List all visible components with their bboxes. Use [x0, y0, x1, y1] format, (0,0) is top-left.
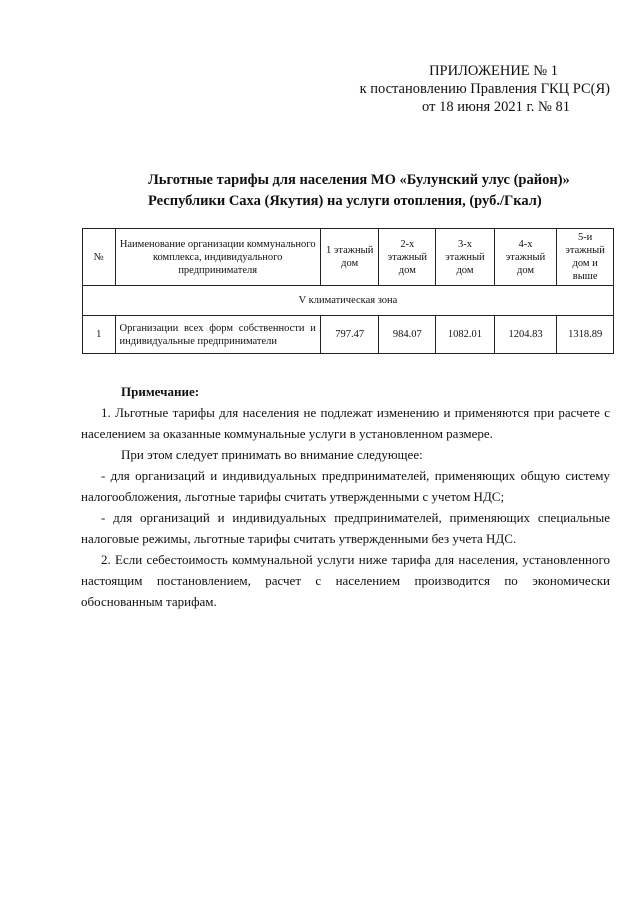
- column-header-5-floor: 5-и этажный дом и выше: [557, 229, 614, 286]
- column-header-number: №: [83, 229, 116, 286]
- table-body: [83, 286, 614, 354]
- column-header-organization: Наименование организации коммунального комплекса, индивидуального предпринимателя: [115, 229, 320, 286]
- tariffs-table: [82, 228, 614, 354]
- note-paragraph-5: 2. Если себестоимость коммунальной услуги ниже тарифа для населения, установленного настоящим постановлением, расчет с населением производится по экономически обоснованным тарифам.: [81, 552, 610, 609]
- column-header-2-floor: 2-х этажный дом: [379, 229, 436, 286]
- row-tariff-3-floor: 1082.01: [436, 316, 495, 354]
- appendix-header: [310, 62, 610, 116]
- notes-heading: Примечание:: [121, 384, 200, 399]
- notes-section: [81, 381, 610, 612]
- table-row: [83, 316, 614, 354]
- climate-zone-row: [83, 286, 614, 316]
- row-organization: Организации всех форм собственности и индивидуальные предприниматели: [115, 316, 320, 354]
- note-paragraph-4: - для организаций и индивидуальных предпринимателей, применяющих специальные налоговые режимы, льготные тарифы считать утвержденными без учета НДС.: [81, 510, 610, 546]
- table-header: [83, 229, 614, 286]
- appendix-resolution-ref: к постановлению Правления ГКЦ РС(Я): [359, 81, 610, 97]
- row-tariff-4-floor: 1204.83: [494, 316, 557, 354]
- row-number: 1: [83, 316, 116, 354]
- row-tariff-1-floor: 797.47: [320, 316, 379, 354]
- note-paragraph-1: 1. Льготные тарифы для населения не подлежат изменению и применяются при расчете с населением за оказанные коммунальные услуги в установленном размере.: [81, 405, 610, 441]
- note-paragraph-2: При этом следует принимать во внимание следующее:: [121, 447, 423, 462]
- row-tariff-2-floor: 984.07: [379, 316, 436, 354]
- appendix-number: ПРИЛОЖЕНИЕ № 1: [429, 63, 558, 79]
- column-header-4-floor: 4-х этажный дом: [494, 229, 557, 286]
- document-title-line-2: Республики Саха (Якутия) на услуги отопления, (руб./Гкал): [148, 193, 542, 209]
- column-header-3-floor: 3-х этажный дом: [436, 229, 495, 286]
- note-paragraph-3: - для организаций и индивидуальных предпринимателей, применяющих общую систему налогообложения, льготные тарифы считать утвержденными с учетом НДС;: [81, 468, 610, 504]
- document-title-line-1: Льготные тарифы для населения МО «Булунский улус (район)»: [148, 172, 570, 188]
- climate-zone-label: V климатическая зона: [83, 286, 614, 316]
- row-tariff-5-floor: 1318.89: [557, 316, 614, 354]
- table-header-row: [83, 229, 614, 286]
- column-header-1-floor: 1 этажный дом: [320, 229, 379, 286]
- appendix-date: от 18 июня 2021 г. № 81: [422, 99, 570, 115]
- document-title: [148, 170, 618, 212]
